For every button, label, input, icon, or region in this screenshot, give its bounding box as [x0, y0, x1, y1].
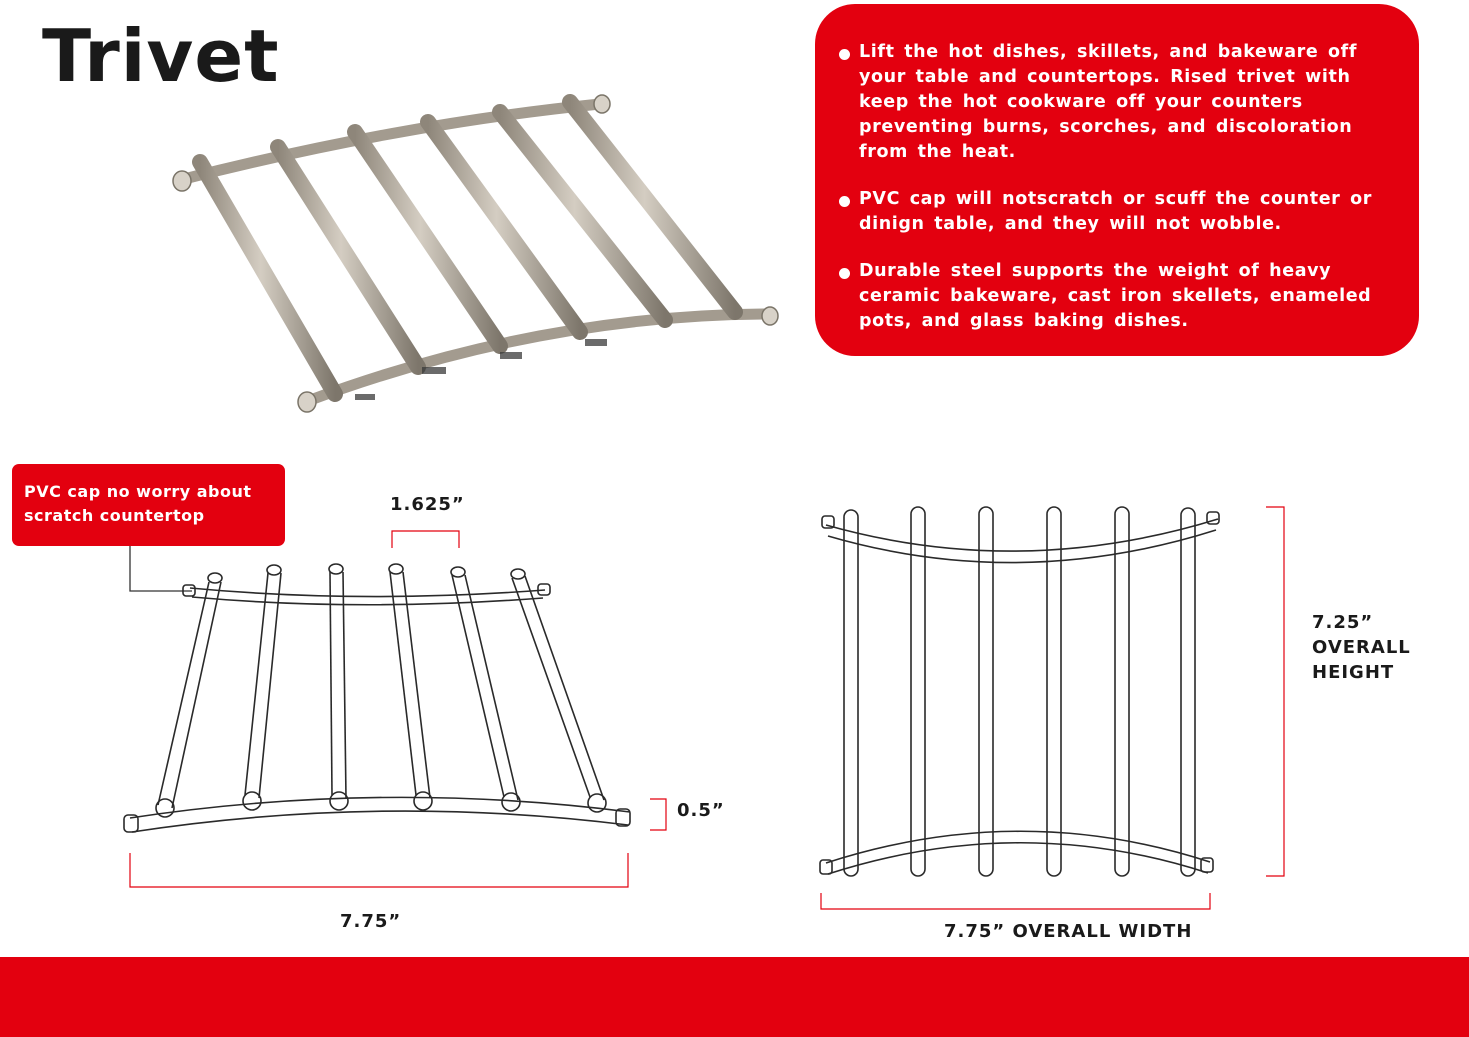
feature-text: PVC cap will notscratch or scuff the counter or dinign table, and they will not wobble. [859, 189, 1372, 234]
feature-item [839, 40, 1401, 165]
pvc-cap-callout: PVC cap no worry about scratch countertop [12, 464, 285, 546]
side-width-label: 7.75” [340, 911, 402, 932]
product-title: Trivet [42, 14, 280, 98]
height-label-height: HEIGHT [1312, 662, 1395, 683]
bullet-icon [839, 49, 850, 60]
trivet-product-photo [160, 84, 790, 424]
bullet-icon [839, 268, 850, 279]
height-value-label: 7.25” [1312, 612, 1374, 633]
rise-label: 0.5” [677, 800, 725, 821]
feature-list-panel [815, 4, 1419, 356]
feature-item [839, 187, 1401, 237]
footer-band [0, 957, 1469, 1037]
feature-text: Durable steel supports the weight of heavy ceramic bakeware, cast iron skellets, enameled pots, and glass baking dishes. [859, 261, 1372, 331]
top-view-drawing [820, 507, 1219, 876]
feature-text: Lift the hot dishes, skillets, and bakeware off your table and countertops. Rised trivet with keep the hot cookware off your counters preventing burns, scorches, and discoloration from the heat. [859, 42, 1358, 162]
overall-width-label: 7.75” OVERALL WIDTH [944, 921, 1193, 942]
rod-spacing-label: 1.625” [390, 494, 465, 515]
feature-item [839, 259, 1401, 334]
side-view-drawing [124, 564, 630, 832]
bullet-icon [839, 196, 850, 207]
height-label-overall: OVERALL [1312, 637, 1411, 658]
